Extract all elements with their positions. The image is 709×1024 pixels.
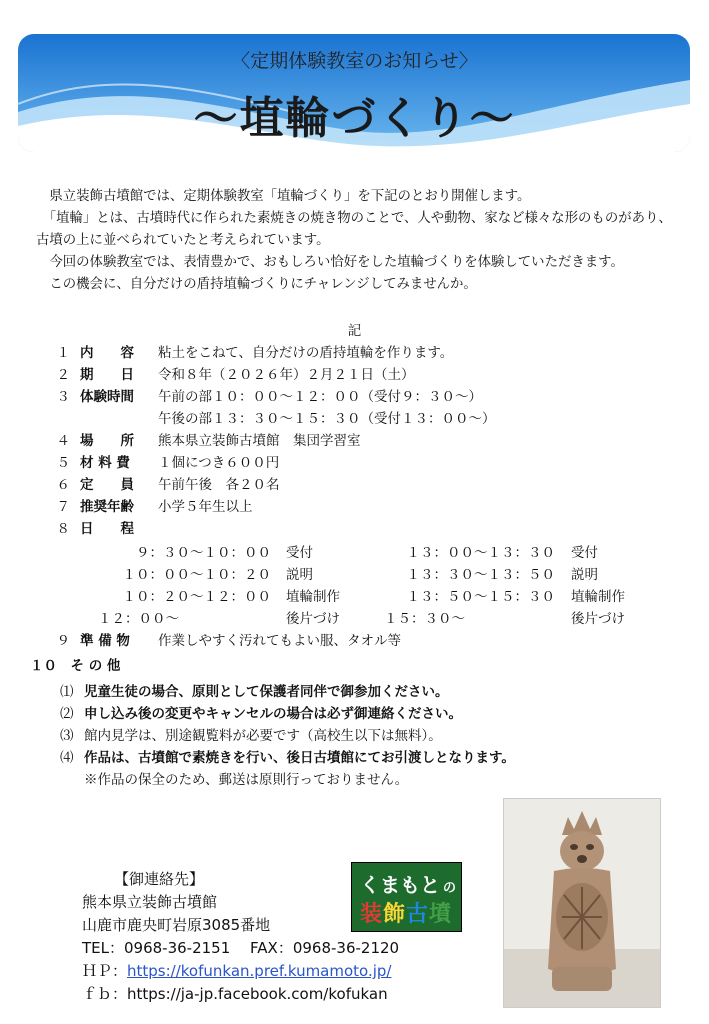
page-title: ～埴輪づくり～ — [193, 93, 516, 144]
contact-hp — [82, 960, 399, 983]
note-text: ※作品の保全のため、郵送は原則行っておりません。 — [84, 772, 409, 788]
schedule-table — [0, 541, 709, 629]
schedule-am-time: １０：００～１０：２０ — [122, 567, 271, 583]
note-marker: ⑶ — [60, 728, 74, 744]
logo-line1-text: くまもと — [360, 873, 440, 897]
item-other-heading: １０ そ の 他 — [30, 658, 121, 674]
item-label: 準 備 物 — [80, 633, 130, 649]
schedule-row — [0, 585, 709, 607]
schedule-pm-task: 埴輪制作 — [571, 589, 625, 605]
logo-char: 墳 — [429, 902, 453, 927]
logo-char: 古 — [406, 902, 430, 927]
item-value: 午後の部１３：３０～１５：３０（受付１３：００～） — [158, 411, 496, 427]
schedule-pm-time: １５：３０～ — [384, 611, 465, 627]
schedule-row — [0, 607, 709, 629]
logo-char: 装 — [360, 902, 384, 927]
schedule-pm-task: 説明 — [571, 567, 598, 583]
contact-address: 山鹿市鹿央町岩原3085番地 — [82, 916, 271, 934]
item-value: 作業しやすく汚れてもよい服、タオル等 — [158, 633, 401, 649]
contact-name: 熊本県立装飾古墳館 — [82, 893, 218, 911]
item-label: 推奨年齢 — [80, 499, 134, 515]
intro-text — [36, 186, 676, 296]
item-label: 体験時間 — [80, 389, 134, 405]
schedule-pm-task: 後片づけ — [571, 611, 625, 627]
schedule-row — [0, 563, 709, 585]
item-number: ９ — [56, 633, 70, 649]
contact-facebook: ｆｂ：https://ja-jp.facebook.com/kofukan — [82, 985, 388, 1003]
item-value: 午前午後 各２０名 — [158, 477, 280, 493]
item-number: ３ — [56, 389, 70, 405]
schedule-am-task: 後片づけ — [286, 611, 340, 627]
schedule-pm-time: １３：５０～１５：３０ — [406, 589, 555, 605]
item-number: ４ — [56, 433, 70, 449]
note-marker: ⑷ — [60, 750, 74, 766]
contact-heading: 【御連絡先】 — [114, 870, 205, 888]
item-number: ７ — [56, 499, 70, 515]
schedule-pm-time: １３：００～１３：３０ — [406, 545, 555, 561]
item-number: ２ — [56, 367, 70, 383]
item-number: ５ — [56, 455, 70, 471]
note-text: 館内見学は、別途観覧料が必要です（高校生以下は無料）。 — [84, 728, 442, 744]
logo-line1-small: の — [443, 881, 457, 896]
logo-char: 飾 — [383, 902, 407, 927]
haniwa-figure-image — [504, 799, 660, 1007]
schedule-pm-task: 受付 — [571, 545, 598, 561]
note-marker: ⑵ — [60, 706, 74, 722]
schedule-am-task: 埴輪制作 — [286, 589, 340, 605]
haniwa-photo — [503, 798, 661, 1008]
item-value: 小学５年生以上 — [158, 499, 253, 515]
notice-subtitle: 〈定期体験教室のお知らせ〉 — [231, 50, 478, 72]
note-text: 申し込み後の変更やキャンセルの場合は必ず御連絡ください。 — [84, 706, 462, 722]
kumamoto-logo — [351, 862, 462, 932]
logo-line1 — [360, 869, 456, 898]
item-label: 定 員 — [80, 477, 134, 493]
ki-heading: 記 — [347, 323, 362, 339]
item-value: 午前の部１０：００～１２：００（受付９：３０～） — [158, 389, 482, 405]
schedule-am-task: 説明 — [286, 567, 313, 583]
homepage-link[interactable]: https://kofunkan.pref.kumamoto.jp/ — [127, 962, 392, 980]
intro-paragraph: 「埴輪」とは、古墳時代に作られた素焼きの焼き物のことで、人や動物、家など様々な形のものがあり、古墳の上に並べられていたと考えられています。 — [36, 211, 672, 248]
item-value: １個につき６００円 — [158, 455, 280, 471]
schedule-row — [0, 541, 709, 563]
item-label: 日 程 — [80, 521, 134, 537]
item-number: １ — [56, 345, 70, 361]
item-number: ６ — [56, 477, 70, 493]
intro-paragraph: 今回の体験教室では、表情豊かで、おもしろい恰好をした埴輪づくりを体験していただきます。 — [36, 255, 624, 270]
schedule-am-time: ９：３０～１０：００ — [136, 545, 271, 561]
schedule-pm-time: １３：３０～１３：５０ — [406, 567, 555, 583]
intro-paragraph: この機会に、自分だけの盾持埴輪づくりにチャレンジしてみませんか。 — [36, 277, 477, 292]
item-number: ８ — [56, 521, 70, 537]
item-label: 内 容 — [80, 345, 134, 361]
contact-phone: TEL：0968-36-2151 FAX：0968-36-2120 — [82, 939, 400, 957]
item-label: 場 所 — [80, 433, 134, 449]
note-text: 児童生徒の場合、原則として保護者同伴で御参加ください。 — [84, 684, 449, 700]
item-value: 令和８年（２０２６年）２月２１日（土） — [158, 367, 415, 383]
hp-label: ＨＰ： — [82, 962, 128, 980]
schedule-am-time: １０：２０～１２：００ — [122, 589, 271, 605]
item-value: 粘土をこねて、自分だけの盾持埴輪を作ります。 — [158, 345, 454, 361]
schedule-am-time: １２：００～ — [98, 611, 179, 627]
item-label: 期 日 — [80, 367, 134, 383]
intro-paragraph: 県立装飾古墳館では、定期体験教室「埴輪づくり」を下記のとおり開催します。 — [36, 189, 531, 204]
logo-line2 — [360, 897, 452, 928]
item-value: 熊本県立装飾古墳館 集団学習室 — [158, 433, 361, 449]
note-marker: ⑴ — [60, 684, 74, 700]
note-text: 作品は、古墳館で素焼きを行い、後日古墳館にてお引渡しとなります。 — [84, 750, 515, 766]
item-label: 材 料 費 — [80, 455, 130, 471]
schedule-am-task: 受付 — [286, 545, 313, 561]
